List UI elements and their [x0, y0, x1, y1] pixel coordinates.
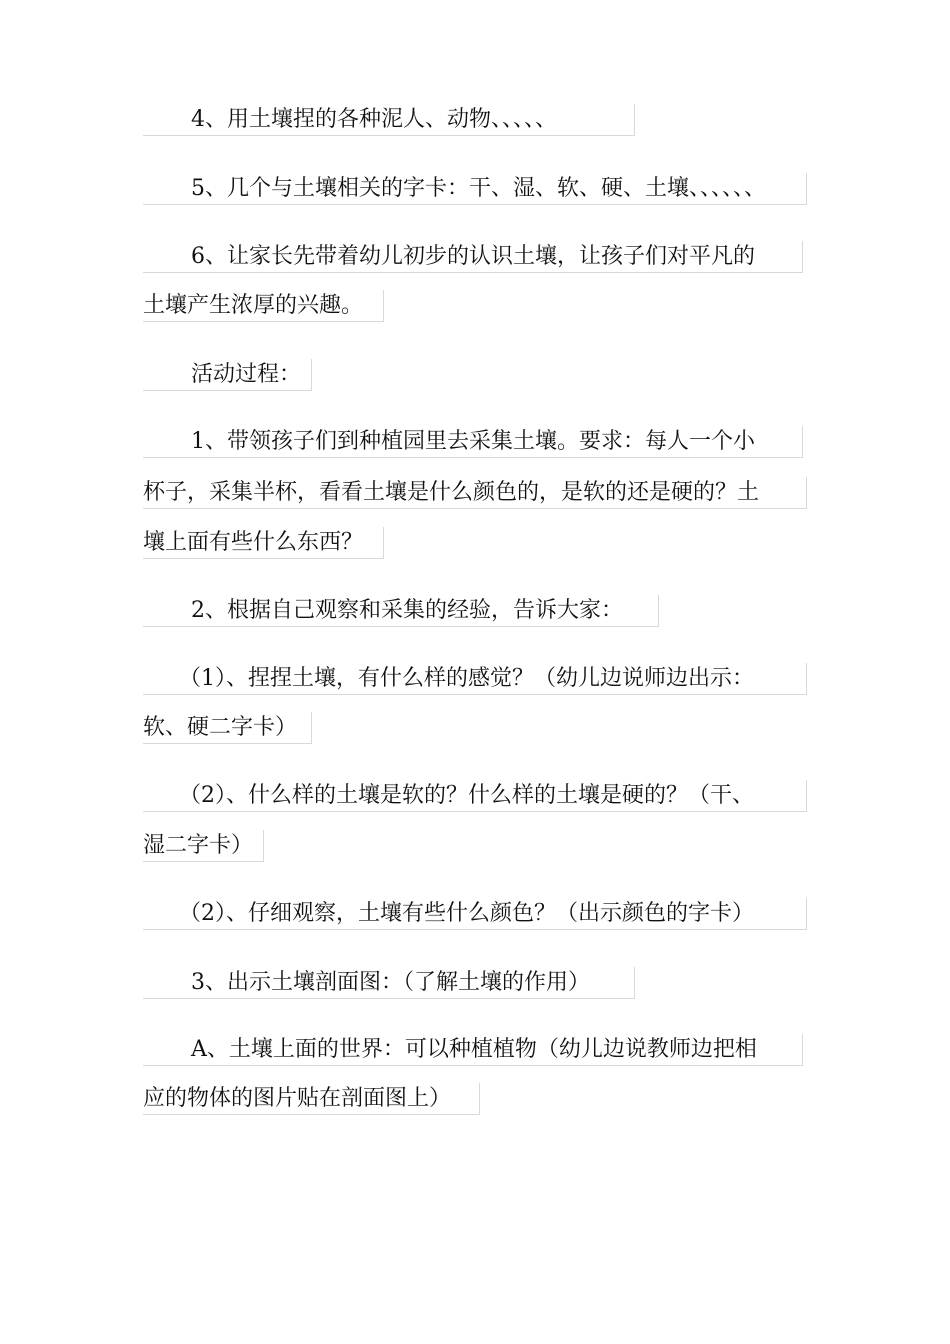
text-line-step-2-item-2: （2）、什么样的土壤是软的？什么样的土壤是硬的？（干、 [143, 780, 807, 812]
text-line-step-2-item-2-cont: 湿二字卡） [143, 830, 264, 862]
text-line-step-3: 3、出示土壤剖面图：（了解土壤的作用） [143, 967, 635, 999]
text-line-step-1-cont2: 壤上面有些什么东西？ [143, 527, 384, 559]
text-line-step-2-item-3: （2）、仔细观察，土壤有些什么颜色？（出示颜色的字卡） [143, 898, 807, 930]
text-line-materials-5: 5、几个与土壤相关的字卡：干、湿、软、硬、土壤、、、、、、 [143, 173, 807, 205]
text-line-step-2-item-1: （1）、捏捏土壤，有什么样的感觉？（幼儿边说师边出示： [143, 663, 807, 695]
text-line-step-3-a: A、土壤上面的世界：可以种植植物（幼儿边说教师边把相 [143, 1034, 803, 1066]
text-line-step-1-cont: 杯子，采集半杯，看看土壤是什么颜色的，是软的还是硬的？土 [143, 477, 807, 509]
text-line-step-3-a-cont: 应的物体的图片贴在剖面图上） [143, 1083, 480, 1115]
text-line-step-2-item-1-cont: 软、硬二字卡） [143, 712, 312, 744]
text-line-materials-6-cont: 土壤产生浓厚的兴趣。 [143, 290, 384, 322]
text-line-step-2: 2、根据自己观察和采集的经验，告诉大家： [143, 595, 659, 627]
text-line-step-1: 1、带领孩子们到种植园里去采集土壤。要求：每人一个小 [143, 426, 803, 458]
text-line-materials-4: 4、用土壤捏的各种泥人、动物、、、、、 [143, 104, 635, 136]
text-line-materials-6: 6、让家长先带着幼儿初步的认识土壤，让孩子们对平凡的 [143, 241, 803, 273]
section-heading-activity-process: 活动过程： [143, 359, 312, 391]
